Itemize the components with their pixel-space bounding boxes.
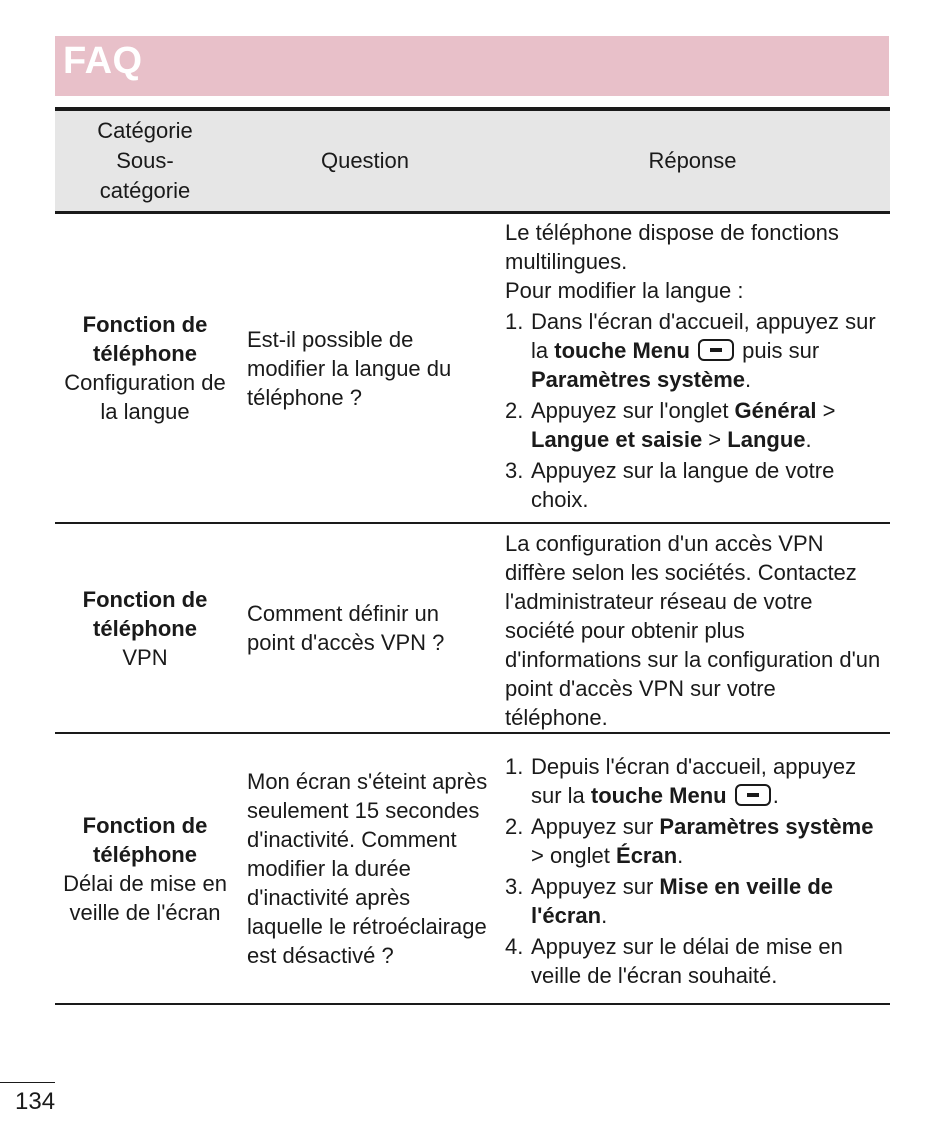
answer-step: 3. Appuyez sur la langue de votre choix. [505,458,835,512]
answer-step: 2. Appuyez sur Paramètres système > onglet Écran. [505,814,874,868]
question-text: Est-il possible de modifier la langue du téléphone ? [247,326,452,410]
category-cell [55,524,235,732]
category: Fonction de téléphone [82,312,208,366]
question-text: Mon écran s'éteint après seulement 15 secondes d'inactivité. Comment modifier la durée d'inactivité après laquelle le rétroéclairage est désactivé ? [247,769,488,968]
answer-step: 3. Appuyez sur Mise en veille de l'écran. [505,874,834,928]
answer-step: 4. Appuyez sur le délai de mise en veille de l'écran souhaité. [505,934,843,988]
answer-cell [495,214,890,522]
category-cell [55,214,235,522]
subcategory: VPN [122,644,168,670]
answer-step: 1. Depuis l'écran d'accueil, appuyez sur la touche Menu . [505,754,857,808]
question-cell [235,524,495,732]
table-header [55,107,890,214]
category: Fonction de téléphone [82,586,208,641]
answer-steps [505,752,884,990]
menu-key-icon [698,339,734,361]
table-row [55,524,890,734]
faq-table [55,107,890,1005]
answer-intro: Pour modifier la langue : [505,278,744,303]
question-cell [235,734,495,1003]
header-category: Catégorie Sous- catégorie [97,118,193,203]
category-cell [55,734,235,1003]
header-answer: Réponse [648,148,737,173]
section-title: FAQ [63,40,143,82]
category: Fonction de téléphone [82,812,208,867]
header-question: Question [320,148,410,173]
table-row [55,214,890,524]
section-banner [55,36,889,96]
menu-key-icon [735,784,771,806]
question-cell [235,214,495,522]
subcategory: Configuration de la langue [64,370,226,424]
answer-step: 1. Dans l'écran d'accueil, appuyez sur la touche Menu puis sur Paramètres système. [505,309,876,392]
page-number-rule [0,1082,55,1083]
page-number: 134 [15,1088,56,1115]
answer-cell [495,734,890,1003]
answer-steps [505,307,884,514]
table-row [55,734,890,1005]
answer-intro: Le téléphone dispose de fonctions multilingues. [505,220,839,274]
question-text: Comment définir un point d'accès VPN ? [247,601,445,655]
answer-text: La configuration d'un accès VPN diffère selon les sociétés. Contactez l'administrateur réseau de votre société pour obtenir plus d'informations sur la configuration d'un point d'accès VPN sur votre téléphone. [505,531,881,730]
answer-step: 2. Appuyez sur l'onglet Général > Langue et saisie > Langue. [505,398,836,452]
answer-cell [495,524,890,732]
subcategory: Délai de mise en veille de l'écran [63,870,227,925]
